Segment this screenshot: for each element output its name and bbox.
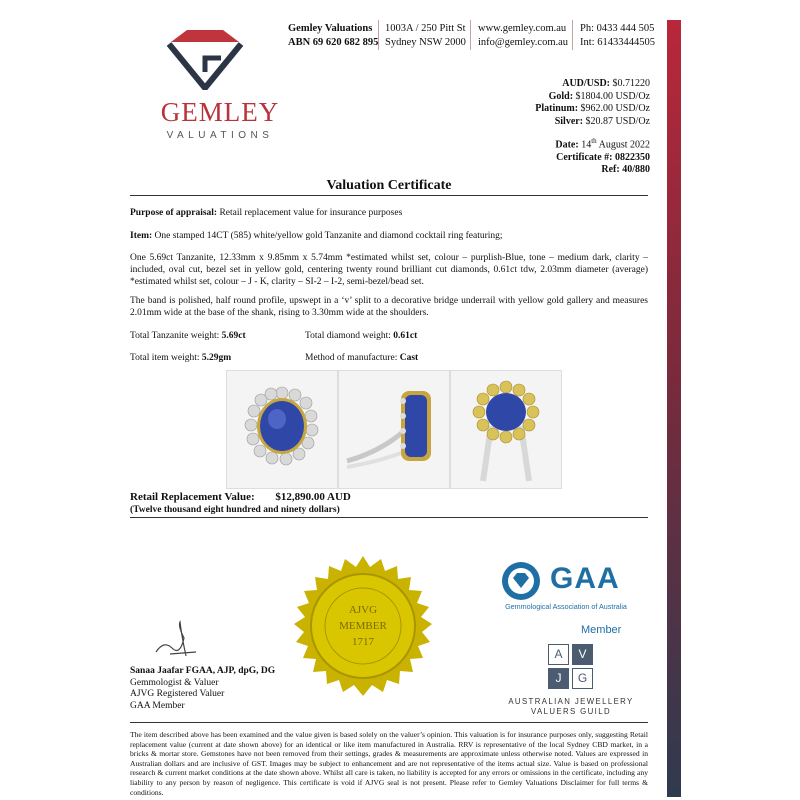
page-title: Valuation Certificate <box>326 178 452 193</box>
silver-label: Silver: <box>554 115 584 127</box>
seal-line-2: MEMBER <box>339 620 387 632</box>
ajvg-letter-v: V <box>572 644 593 665</box>
aud-usd-value: $0.71220 <box>612 78 650 89</box>
tanzanite-weight-value: 5.69ct <box>221 331 246 341</box>
date-day: 14 <box>581 139 592 151</box>
date-suffix: th <box>591 137 597 145</box>
website-link[interactable]: www.gemley.com.au <box>478 23 567 34</box>
platinum-value: $962.00 USD/Oz <box>580 103 650 114</box>
header-phone <box>580 22 655 50</box>
diamond-weight-label: Total diamond weight: <box>305 331 391 341</box>
header-address <box>385 22 466 50</box>
signatory-role-3: GAA Member <box>130 700 185 711</box>
disclaimer-rule <box>130 722 648 723</box>
disclaimer-text: The item described above has been examined and the value given is based solely on the valuer’s opinion. This valuation is for insurance purposes only, suggesting Retail replacement value (current at date shown above) for an identical or like item manufactured in Australia. RRV is representative of the local Sydney CBD market, in a bricks & mortar store. Gemstones have not been removed from their settings, grades & measurements are approximate unless otherwise noted. Values are expressed in Australian dollars and are inclusive of GST. Images may be subject to enhancement and are not representative of the items actual size. Value is based on professional research & current market conditions at the date shown above. Whilst all care is taken, no liability is accepted for any errors or omissions in the certificate, including any liability to any person by reason of negligence. This certificate is void if AJVG seal is not present. Please refer to Gemley Valuations Disclaimer for full terms & conditions. <box>130 730 648 797</box>
ajvg-name <box>496 697 646 717</box>
gaa-wordmark: GAA <box>550 562 620 595</box>
manufacture-method-value: Cast <box>399 353 419 363</box>
header-abn: ABN 69 620 682 895 <box>288 37 379 48</box>
gold-label: Gold: <box>548 90 574 102</box>
ring-photo-top <box>450 370 562 489</box>
item-weight-value: 5.29gm <box>201 353 232 363</box>
purpose-label: Purpose of appraisal: <box>130 208 218 218</box>
ajvg-seal-icon <box>292 555 434 697</box>
logo-subtitle: VALUATIONS <box>166 130 274 141</box>
date-label: Date: <box>555 139 579 151</box>
logo-wordmark: GEMLEY <box>160 97 280 127</box>
retail-value-line <box>130 491 351 503</box>
item-label: Item: <box>130 231 153 241</box>
diamond-weight <box>305 331 417 341</box>
purpose-value: Retail replacement value for insurance purposes <box>219 208 403 218</box>
gemley-logo-icon <box>165 28 245 90</box>
email-link[interactable]: info@gemley.com.au <box>478 37 569 48</box>
item-weight <box>130 353 231 363</box>
diamond-weight-value: 0.61ct <box>393 331 418 341</box>
signatory-role-1: Gemmologist & Valuer <box>130 677 219 688</box>
signature-icon <box>150 618 210 666</box>
retail-value-amount: $12,890.00 AUD <box>275 491 351 503</box>
item-weight-label: Total item weight: <box>130 353 200 363</box>
signatory-name: Sanaa Jaafar FGAA, AJP, dpG, DG <box>130 666 276 676</box>
address-line-1: 1003A / 250 Pitt St <box>385 23 466 34</box>
ajvg-name-line-2: VALUERS GUILD <box>530 707 611 716</box>
aud-usd-label: AUD/USD: <box>562 78 610 89</box>
phone-number: Ph: 0433 444 505 <box>580 23 655 34</box>
date-month-year: August 2022 <box>598 139 650 151</box>
gold-value: $1804.00 USD/Oz <box>575 90 650 102</box>
ajvg-letter-a: A <box>548 644 569 665</box>
description-paragraph-2: The band is polished, half round profile, upswept in a ‘v’ split to a decorative bridge underrail with yellow gold gallery and measures 2.01mm wide at the base of the shank, rising to 3.30mm wide at the shoulders. <box>130 296 648 318</box>
retail-rule <box>130 517 648 518</box>
signatory-block <box>130 666 275 712</box>
header-company-name: Gemley Valuations <box>288 23 373 34</box>
seal-line-3: 1717 <box>352 636 374 648</box>
retail-value-label: Retail Replacement Value: <box>130 491 255 503</box>
header-separator <box>378 20 379 50</box>
title-rule <box>130 195 648 196</box>
ajvg-name-line-1: AUSTRALIAN JEWELLERY <box>508 697 634 706</box>
header-separator <box>470 20 471 50</box>
address-line-2: Sydney NSW 2000 <box>385 37 466 48</box>
item-value: One stamped 14CT (585) white/yellow gold Tanzanite and diamond cocktail ring featuring; <box>154 231 503 241</box>
ref-number: 40/880 <box>622 164 650 176</box>
retail-value-words: (Twelve thousand eight hundred and ninety dollars) <box>130 505 340 515</box>
manufacture-method-label: Method of manufacture: <box>305 353 398 363</box>
silver-value: $20.87 USD/Oz <box>585 115 650 127</box>
description-paragraph-1: One 5.69ct Tanzanite, 12.33mm x 9.85mm x 5.74mm *estimated whilst set, colour – purplish-Blue, tone – medium dark, clarity – included, oval cut, bezel set in yellow gold, centering twenty round brilliant cut diamonds, 0.61ct tdw, 2.03mm diameter (average) *estimated whilst set, colour – J - K, clarity – SI-2 – I-2, semi-bezel/bead set. <box>130 253 648 287</box>
metal-rates <box>535 78 650 128</box>
ring-photo-side <box>338 370 450 489</box>
ajvg-letter-g: G <box>572 668 593 689</box>
signatory-role-2: AJVG Registered Valuer <box>130 689 225 699</box>
item-line <box>130 231 648 243</box>
header-separator <box>572 20 573 50</box>
intl-phone-number: Int: 61433444505 <box>580 37 655 48</box>
platinum-label: Platinum: <box>535 103 579 114</box>
gaa-full-name: Gemmological Association of Australia <box>505 602 627 611</box>
manufacture-method <box>305 353 418 363</box>
certificate-info <box>555 135 650 177</box>
purpose-line <box>130 208 648 220</box>
ref-label: Ref: <box>601 164 620 176</box>
header-web <box>478 22 568 50</box>
gaa-emblem-icon <box>500 560 542 602</box>
header-company <box>288 22 378 50</box>
ajvg-letter-j: J <box>548 668 569 689</box>
seal-line-1: AJVG <box>348 604 378 616</box>
decorative-sidebar <box>667 20 681 797</box>
certificate-label: Certificate #: <box>556 151 613 163</box>
tanzanite-weight-label: Total Tanzanite weight: <box>130 331 220 341</box>
tanzanite-weight <box>130 331 246 341</box>
gaa-member-label: Member <box>581 624 622 636</box>
certificate-number: 0822350 <box>615 151 650 163</box>
ring-photo-front <box>226 370 338 489</box>
